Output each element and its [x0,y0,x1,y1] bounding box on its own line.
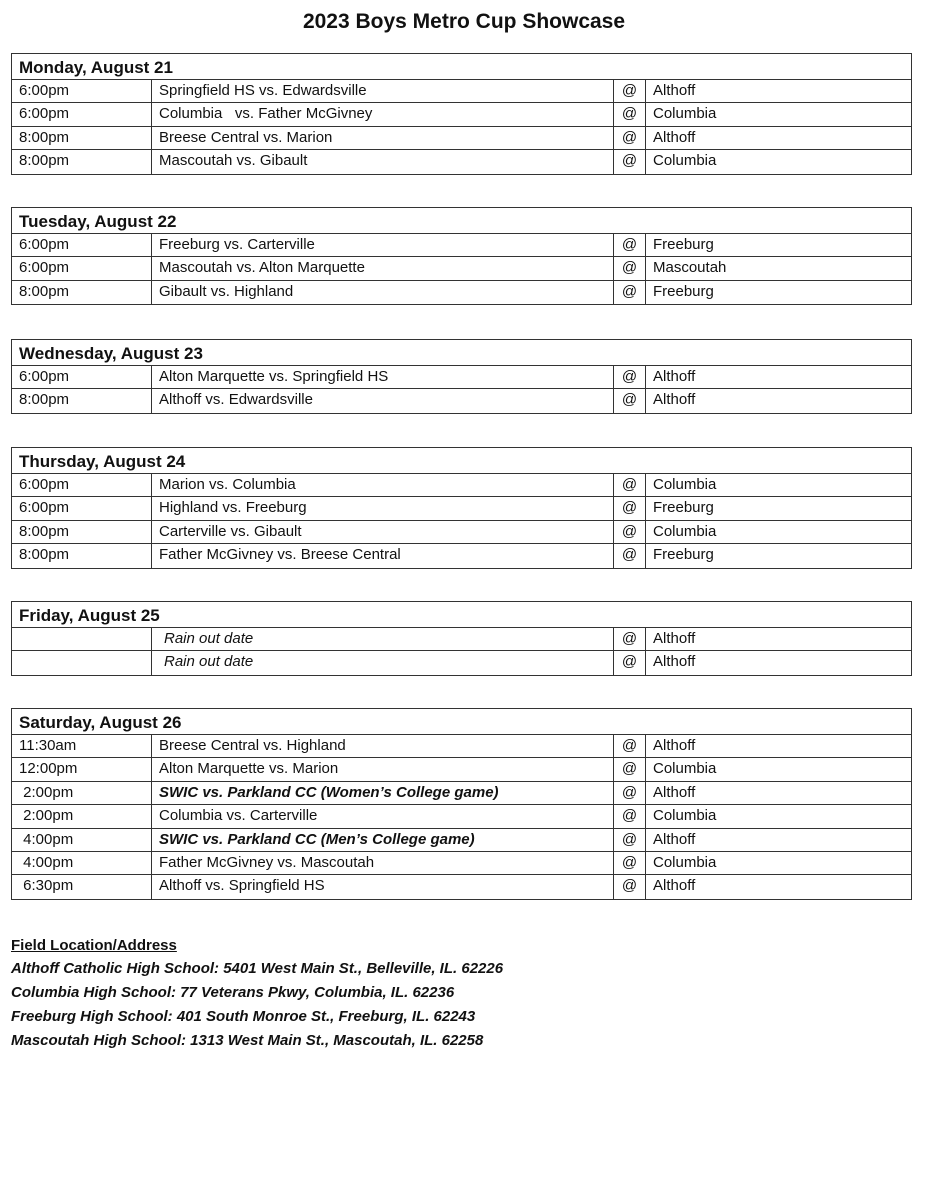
game-time: 6:00pm [12,497,152,519]
table-row [12,474,911,497]
game-time: 6:00pm [12,366,152,388]
game-venue: Columbia [653,476,717,493]
game-venue: Freeburg [653,282,714,300]
table-row [12,366,911,389]
day-table-thursday [11,447,912,569]
at-symbol: @ [614,544,646,567]
at-symbol: @ [614,628,646,650]
table-row [12,127,911,150]
game-venue: Columbia [653,807,717,825]
game-venue: Althoff [653,737,696,754]
game-time: 6:00pm [12,103,152,125]
game-time: 6:00pm [12,80,152,102]
game-matchup: Columbia vs. Carterville [152,805,614,827]
game-venue: Althoff [653,368,696,385]
at-symbol: @ [614,852,646,874]
table-row [12,103,911,126]
table-row [12,281,911,304]
game-venue: Althoff [653,630,696,647]
game-time: 6:00pm [12,234,152,256]
address-line: Althoff Catholic High School: 5401 West Main St., Belleville, IL. 62226 [11,960,504,977]
day-table-tuesday [11,207,912,305]
table-row [12,758,911,781]
game-venue: Althoff [653,830,696,848]
at-symbol: @ [614,758,646,780]
game-matchup: Mascoutah vs. Alton Marquette [152,257,614,279]
day-header: Friday, August 25 [12,602,911,628]
game-matchup: Marion vs. Columbia [152,474,614,496]
game-time: 8:00pm [12,281,152,304]
at-symbol: @ [614,366,646,388]
game-matchup: Freeburg vs. Carterville [152,234,614,256]
field-location-section [11,935,891,1053]
table-row [12,805,911,828]
page-title: 2023 Boys Metro Cup Showcase [302,10,626,33]
game-matchup: Father McGivney vs. Mascoutah [152,852,614,874]
day-table-wednesday [11,339,912,414]
at-symbol: @ [614,735,646,757]
game-time: 11:30am [12,735,152,757]
at-symbol: @ [614,651,646,674]
game-matchup: Springfield HS vs. Edwardsville [152,80,614,102]
table-row [12,735,911,758]
table-row [12,80,911,103]
game-matchup: Alton Marquette vs. Springfield HS [152,366,614,388]
at-symbol: @ [614,127,646,149]
at-symbol: @ [614,805,646,827]
day-header: Tuesday, August 22 [12,208,911,234]
game-venue: Columbia [653,152,717,170]
game-venue: Freeburg [653,236,714,253]
game-matchup: Rain out date [152,651,614,674]
game-venue: Columbia [653,760,717,778]
address-line: Freeburg High School: 401 South Monroe St., Freeburg, IL. 62243 [11,1008,476,1025]
at-symbol: @ [614,521,646,543]
game-matchup: Breese Central vs. Highland [152,735,614,757]
table-row [12,497,911,520]
game-matchup: Carterville vs. Gibault [152,521,614,543]
game-time: 12:00pm [12,758,152,780]
game-time: 8:00pm [12,150,152,173]
at-symbol: @ [614,281,646,304]
day-header: Thursday, August 24 [12,448,911,474]
at-symbol: @ [614,80,646,102]
table-row [12,651,911,674]
day-table-friday [11,601,912,676]
game-time: 4:00pm [12,852,152,874]
game-time: 2:00pm [12,782,152,804]
game-matchup: SWIC vs. Parkland CC (Men’s College game) [152,829,614,851]
game-matchup: Mascoutah vs. Gibault [152,150,614,173]
address-line: Mascoutah High School: 1313 West Main St., Mascoutah, IL. 62258 [11,1032,484,1049]
table-row [12,544,911,567]
game-matchup: Althoff vs. Edwardsville [152,389,614,412]
game-venue: Freeburg [653,499,714,517]
game-time: 6:00pm [12,474,152,496]
table-row [12,150,911,173]
game-venue: Columbia [653,522,717,540]
table-row [12,852,911,875]
table-row [12,875,911,898]
game-venue: Althoff [653,391,696,409]
at-symbol: @ [614,103,646,125]
table-row [12,389,911,412]
game-time: 4:00pm [12,829,152,851]
game-venue: Freeburg [653,546,714,564]
table-row [12,628,911,651]
game-venue: Columbia [653,853,717,871]
game-time: 8:00pm [12,389,152,412]
game-time: 8:00pm [12,521,152,543]
game-time [12,628,152,650]
game-time: 6:00pm [12,257,152,279]
at-symbol: @ [614,782,646,804]
game-matchup: Althoff vs. Springfield HS [152,875,614,898]
game-venue: Mascoutah [653,259,727,277]
table-row [12,829,911,852]
field-location-heading: Field Location/Address [11,937,177,954]
day-header: Saturday, August 26 [12,709,911,735]
table-row [12,521,911,544]
day-header: Wednesday, August 23 [12,340,911,366]
game-matchup: Rain out date [152,628,614,650]
game-time: 8:00pm [12,127,152,149]
at-symbol: @ [614,389,646,412]
game-venue: Althoff [653,128,696,146]
game-venue: Althoff [653,653,696,671]
game-venue: Columbia [653,105,717,123]
at-symbol: @ [614,234,646,256]
game-time: 2:00pm [12,805,152,827]
game-matchup: Gibault vs. Highland [152,281,614,304]
at-symbol: @ [614,150,646,173]
at-symbol: @ [614,497,646,519]
table-row [12,234,911,257]
game-matchup: Breese Central vs. Marion [152,127,614,149]
address-line: Columbia High School: 77 Veterans Pkwy, Columbia, IL. 62236 [11,984,455,1001]
game-venue: Althoff [653,82,696,99]
game-matchup: SWIC vs. Parkland CC (Women’s College game) [152,782,614,804]
game-matchup: Father McGivney vs. Breese Central [152,544,614,567]
day-table-monday [11,53,912,175]
at-symbol: @ [614,829,646,851]
at-symbol: @ [614,875,646,898]
game-time: 8:00pm [12,544,152,567]
game-time: 6:30pm [12,875,152,898]
table-row [12,257,911,280]
at-symbol: @ [614,474,646,496]
day-table-saturday [11,708,912,900]
game-venue: Althoff [653,783,696,801]
game-matchup: Alton Marquette vs. Marion [152,758,614,780]
game-matchup: Highland vs. Freeburg [152,497,614,519]
game-venue: Althoff [653,877,696,895]
day-header: Monday, August 21 [12,54,911,80]
game-time [12,651,152,674]
table-row [12,782,911,805]
at-symbol: @ [614,257,646,279]
game-matchup: Columbia vs. Father McGivney [152,103,614,125]
